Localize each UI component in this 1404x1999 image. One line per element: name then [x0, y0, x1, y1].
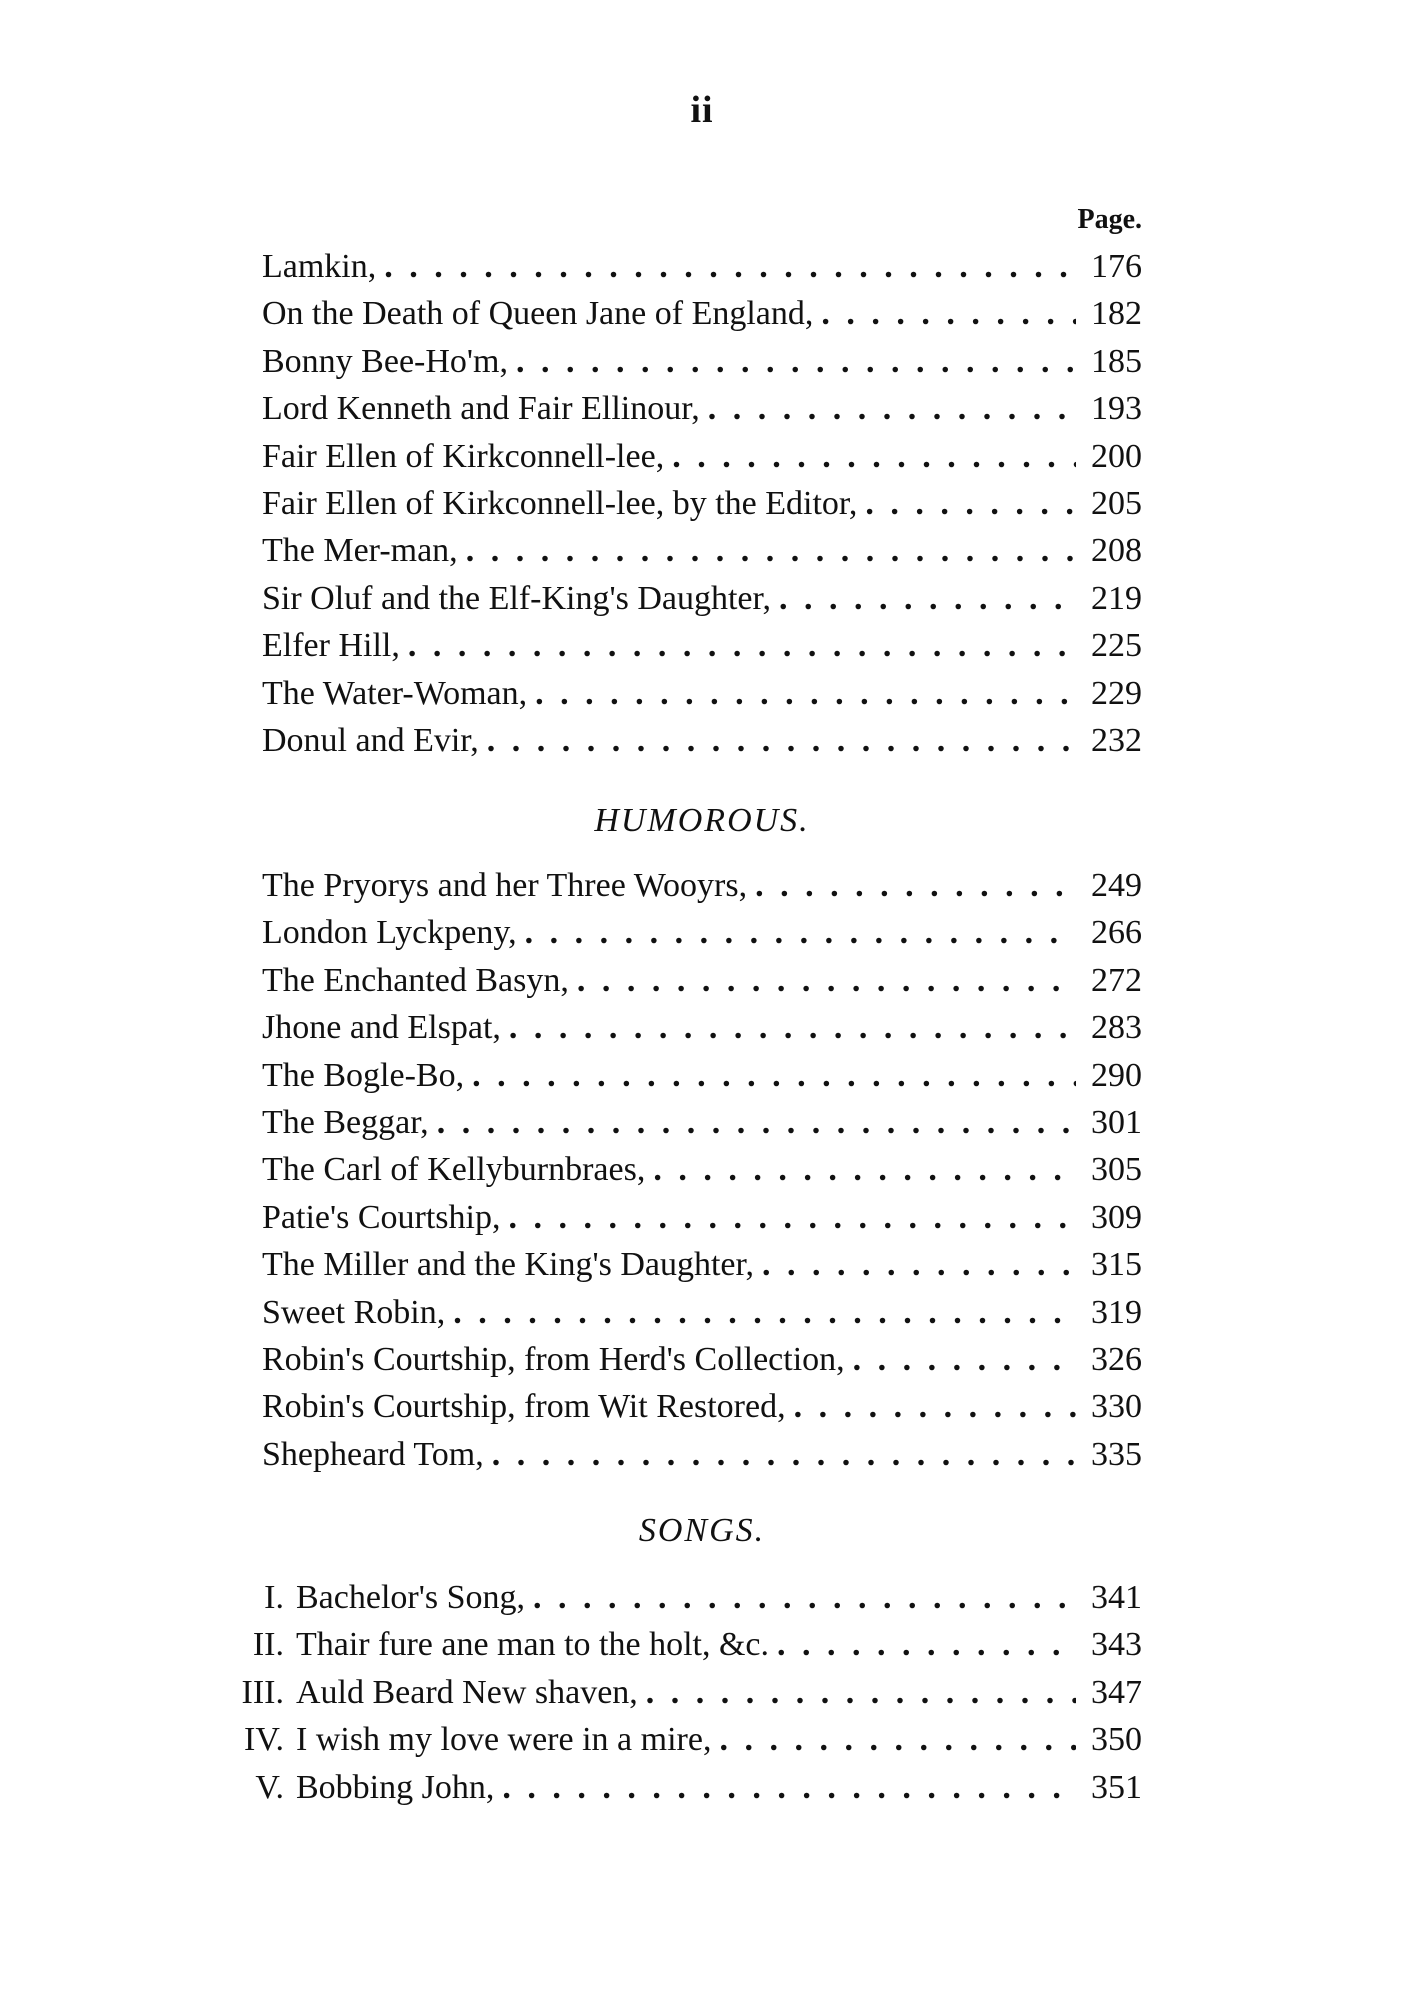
entry-page: 272 [1091, 961, 1142, 999]
entry-title: I wish my love were in a mire, [296, 1721, 712, 1759]
toc-entry [262, 1336, 1142, 1383]
toc-entry [262, 1004, 1142, 1051]
roman-numeral: V. [255, 1768, 284, 1806]
toc-entry [262, 1383, 1142, 1430]
entry-title: The Enchanted Basyn, [262, 961, 569, 999]
dot-leader [400, 622, 1076, 669]
toc-entry [262, 527, 1142, 574]
entry-title: The Mer-man, [262, 532, 458, 570]
entry-title: Sweet Robin, [262, 1293, 446, 1331]
entry-page: 208 [1091, 532, 1142, 570]
entry-title: Sir Oluf and the Elf-King's Daughter, [262, 579, 771, 617]
entry-page: 283 [1091, 1009, 1142, 1047]
entry-page: 249 [1091, 867, 1142, 904]
entry-title: The Beggar, [262, 1103, 429, 1141]
dot-leader [484, 1431, 1076, 1478]
entry-page: 205 [1091, 484, 1142, 522]
toc-entry [262, 909, 1142, 956]
entry-page: 266 [1091, 914, 1142, 952]
entry-page: 290 [1091, 1056, 1142, 1094]
dot-leader [376, 243, 1076, 290]
entry-title: Auld Beard New shaven, [296, 1673, 638, 1711]
entry-page: 193 [1091, 390, 1142, 428]
entry-page: 309 [1091, 1198, 1142, 1236]
entry-page: 326 [1091, 1340, 1142, 1378]
entry-page: 315 [1091, 1246, 1142, 1284]
dot-leader [857, 480, 1076, 527]
dot-leader [479, 717, 1076, 764]
entry-title-wrap [218, 1669, 638, 1716]
toc-entry [262, 338, 1142, 385]
entry-title: The Water-Woman, [262, 674, 528, 712]
entry-page: 351 [1091, 1768, 1142, 1806]
toc-entry [262, 1146, 1142, 1193]
entry-title: Lord Kenneth and Fair Ellinour, [262, 390, 700, 428]
entry-title: The Bogle-Bo, [262, 1056, 465, 1094]
dot-leader [638, 1669, 1076, 1716]
dot-leader [769, 1621, 1076, 1668]
toc-entry [262, 717, 1142, 764]
entry-page: 350 [1091, 1721, 1142, 1759]
entry-page: 343 [1091, 1626, 1142, 1664]
entry-title: Jhone and Elspat, [262, 1009, 501, 1047]
toc-entry [262, 1241, 1142, 1288]
entry-title: The Miller and the King's Daughter, [262, 1246, 754, 1284]
dot-leader [711, 1716, 1076, 1763]
entry-title: Lamkin, [262, 248, 377, 285]
dot-leader [645, 1146, 1076, 1193]
entry-title: Shepheard Tom, [262, 1435, 484, 1473]
toc-entry [218, 1716, 1142, 1763]
toc-entry [262, 575, 1142, 622]
entry-page: 200 [1091, 437, 1142, 475]
entry-page: 229 [1091, 674, 1142, 712]
entry-title: On the Death of Queen Jane of England, [262, 295, 814, 333]
toc-entry [262, 1289, 1142, 1336]
entry-title-wrap [218, 1574, 525, 1621]
dot-leader [517, 909, 1076, 956]
dot-leader [700, 385, 1076, 432]
dot-leader [771, 575, 1076, 622]
entry-page: 330 [1091, 1388, 1142, 1426]
dot-leader [747, 862, 1076, 909]
dot-leader [500, 1194, 1076, 1241]
entry-page: 225 [1091, 627, 1142, 665]
dot-leader [754, 1241, 1076, 1288]
section-heading-songs: SONGS. [638, 1512, 766, 1549]
page-column-label: Page. [1077, 204, 1142, 235]
entry-title: Bobbing John, [296, 1768, 495, 1806]
entry-title: Patie's Courtship, [262, 1198, 501, 1236]
entry-page: 305 [1091, 1151, 1142, 1189]
entry-title: Robin's Courtship, from Wit Restored, [262, 1388, 786, 1426]
entry-page: 182 [1091, 295, 1142, 333]
toc-entry [262, 433, 1142, 480]
entry-page: 341 [1091, 1579, 1142, 1616]
dot-leader [527, 670, 1076, 717]
entry-title: Elfer Hill, [262, 627, 400, 665]
entry-page: 319 [1091, 1293, 1142, 1331]
entry-page: 185 [1091, 342, 1142, 380]
dot-leader [569, 957, 1076, 1004]
entry-title-wrap [218, 1716, 711, 1763]
entry-page: 219 [1091, 579, 1142, 617]
entry-title: Bonny Bee-Ho'm, [262, 342, 508, 380]
toc-entry [218, 1621, 1142, 1668]
roman-numeral: II. [252, 1626, 284, 1664]
dot-leader [501, 1004, 1076, 1051]
dot-leader [664, 433, 1076, 480]
roman-numeral: III. [241, 1673, 284, 1711]
dot-leader [786, 1383, 1076, 1430]
toc-group-songs [218, 1574, 1142, 1811]
toc-entry [262, 1052, 1142, 1099]
toc-entry [262, 862, 1142, 909]
entry-title-wrap [218, 1764, 494, 1811]
entry-page: 301 [1091, 1103, 1142, 1141]
toc-entry [262, 480, 1142, 527]
toc-entry [262, 243, 1142, 290]
entry-page: 232 [1091, 721, 1142, 759]
toc-entry [262, 670, 1142, 717]
section-heading-humorous: HUMOROUS. [594, 802, 810, 839]
toc-entry [262, 622, 1142, 669]
dot-leader [494, 1764, 1076, 1811]
toc-entry [262, 957, 1142, 1004]
dot-leader [508, 338, 1076, 385]
toc-entry [218, 1669, 1142, 1716]
entry-title-wrap [218, 1621, 769, 1668]
toc-group-1 [262, 243, 1142, 764]
dot-leader [464, 1052, 1076, 1099]
toc-entry [262, 1099, 1142, 1146]
dot-leader [845, 1336, 1076, 1383]
entry-title: Fair Ellen of Kirkconnell-lee, by the Editor, [262, 484, 858, 522]
entry-title: Bachelor's Song, [296, 1579, 525, 1616]
dot-leader [458, 527, 1076, 574]
entry-title: London Lyckpeny, [262, 914, 517, 952]
roman-numeral: IV. [244, 1721, 284, 1759]
roman-numeral: I. [264, 1579, 284, 1616]
entry-page: 335 [1091, 1435, 1142, 1473]
entry-title: Fair Ellen of Kirkconnell-lee, [262, 437, 665, 475]
toc-entry [262, 1431, 1142, 1478]
dot-leader [445, 1289, 1076, 1336]
toc-group-humorous [262, 862, 1142, 1478]
toc-entry [218, 1574, 1142, 1621]
dot-leader [525, 1574, 1076, 1621]
toc-entry [262, 1194, 1142, 1241]
dot-leader [813, 290, 1076, 337]
entry-title: Donul and Evir, [262, 721, 479, 759]
dot-leader [429, 1099, 1076, 1146]
entry-page: 176 [1091, 248, 1142, 285]
page-number: ii [690, 89, 714, 131]
toc-entry [262, 385, 1142, 432]
entry-title: The Carl of Kellyburnbraes, [262, 1151, 646, 1189]
toc-entry [218, 1764, 1142, 1811]
entry-title: Thair fure ane man to the holt, &c. [296, 1626, 769, 1664]
entry-title: The Pryorys and her Three Wooyrs, [262, 867, 748, 904]
entry-page: 347 [1091, 1673, 1142, 1711]
toc-entry [262, 290, 1142, 337]
entry-title: Robin's Courtship, from Herd's Collection, [262, 1340, 845, 1378]
